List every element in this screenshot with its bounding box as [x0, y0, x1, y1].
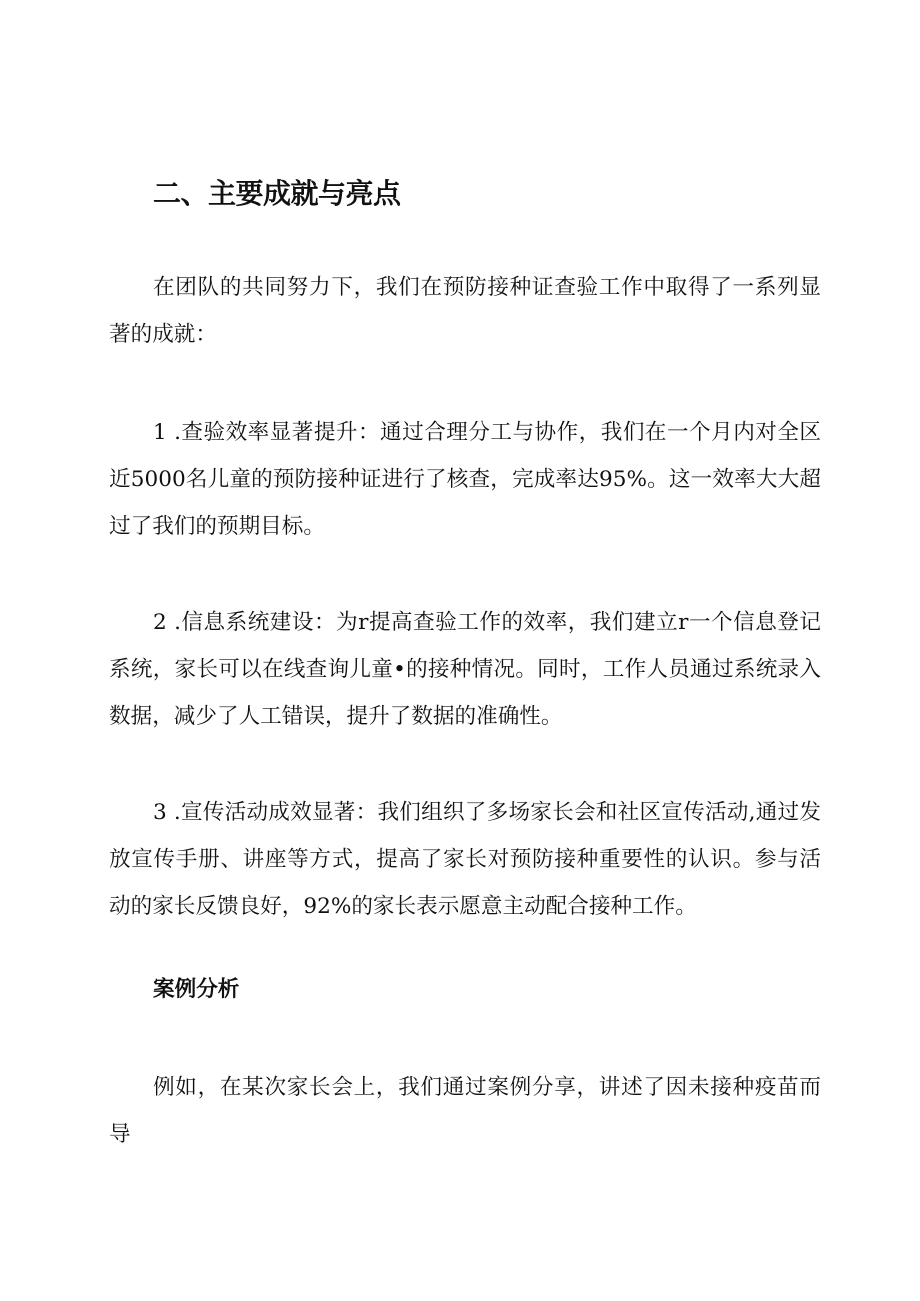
case-study-heading: 案例分析 [153, 977, 240, 1002]
section-title: 二、主要成就与亮点 [153, 177, 401, 210]
intro-paragraph: 在团队的共同努力下，我们在预防接种证查验工作中取得了一系列显著的成就： [109, 275, 821, 347]
achievement-item-efficiency: 1 .查验效率显著提升：通过合理分工与协作，我们在一个月内对全区近5000名儿童的预防接种证进行了核查，完成率达95%。这一效率大大超过了我们的预期目标。 [109, 420, 821, 539]
case-study-paragraph: 例如，在某次家长会上，我们通过案例分享，讲述了因未接种疫苗而导 [109, 1075, 821, 1147]
achievement-item-info-system: 2 .信息系统建设：为r提高查验工作的效率，我们建立r一个信息登记系统，家长可以在线查询儿童•的接种情况。同时，工作人员通过系统录入数据，减少了人工错误，提升了数据的准确性。 [109, 610, 821, 729]
achievement-item-publicity: 3 .宣传活动成效显著：我们组织了多场家长会和社区宣传活动,通过发放宣传手册、讲座等方式，提高了家长对预防接种重要性的认识。参与活动的家长反馈良好，92%的家长表示愿意主动配合接种工作。 [109, 800, 821, 919]
